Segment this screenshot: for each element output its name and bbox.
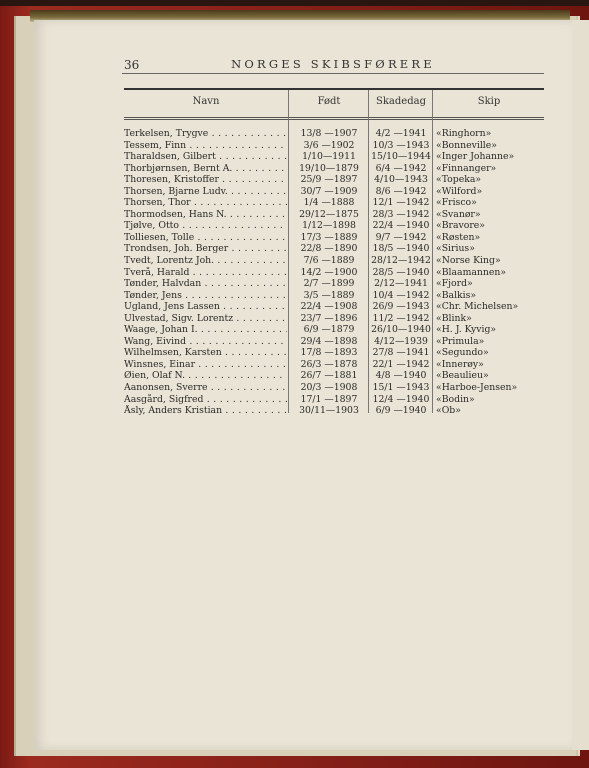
- died-cell: 10/4 —1942: [372, 289, 430, 301]
- died-cell: 15/10—1944: [371, 151, 431, 163]
- name-cell: Tvedt, Lorentz Joh. . . .: [124, 255, 287, 267]
- table-row: [124, 140, 554, 152]
- table-row: [124, 359, 554, 371]
- name-cell: Waage, Johan I. . . .: [124, 324, 287, 336]
- name-cell: Trondsen, Joh. Berger . . .: [124, 243, 287, 255]
- table-row: [124, 394, 554, 406]
- died-cell: 18/5 —1940: [372, 243, 430, 255]
- name-cell: Thorsen, Thor . . .: [124, 197, 287, 209]
- name-cell: Thorbjørnsen, Bernt A. . . .: [124, 163, 287, 175]
- born-cell: 17/1 —1897: [300, 393, 358, 405]
- born-cell: 22/4 —1908: [300, 301, 358, 313]
- died-cell: 6/4 —1942: [375, 162, 427, 174]
- ship-cell: «Bodin»: [436, 393, 475, 405]
- born-cell: 30/7 —1909: [300, 185, 358, 197]
- table-row: [124, 313, 554, 325]
- born-cell: 1/10—1911: [302, 151, 356, 163]
- died-cell: 11/2 —1942: [372, 312, 430, 324]
- died-cell: 12/4 —1940: [372, 393, 430, 405]
- died-cell: 4/8 —1940: [375, 370, 427, 382]
- ship-cell: «Finnanger»: [436, 162, 497, 174]
- name-cell: Aasgård, Sigfred . . .: [124, 394, 287, 406]
- ship-cell: «Blink»: [436, 312, 472, 324]
- born-cell: 1/4 —1888: [303, 197, 355, 209]
- table-row: [124, 267, 554, 279]
- ship-cell: «Blaamannen»: [436, 266, 507, 278]
- name-cell: Winsnes, Einar . . .: [124, 359, 287, 371]
- died-cell: 28/12—1942: [371, 255, 431, 267]
- name-cell: Thorsen, Bjarne Ludv. . . .: [124, 186, 287, 198]
- died-cell: 10/3 —1943: [372, 139, 430, 151]
- born-cell: 6/9 —1879: [303, 324, 355, 336]
- table-row: [124, 151, 554, 163]
- table-row: [124, 174, 554, 186]
- table-row: [124, 255, 554, 267]
- ship-cell: «Harboe-Jensen»: [436, 382, 518, 394]
- ship-cell: «Norse King»: [436, 255, 501, 267]
- born-cell: 3/6 —1902: [303, 139, 355, 151]
- name-cell: Øien, Olaf N. . . .: [124, 370, 287, 382]
- ship-cell: «Wilford»: [436, 185, 483, 197]
- ship-cell: «Ringhorn»: [436, 128, 492, 139]
- ship-cell: «Ob»: [436, 405, 461, 417]
- column-header-name: Navn: [192, 96, 220, 107]
- ship-cell: «Topeka»: [436, 174, 482, 186]
- table-row: [124, 347, 554, 359]
- name-cell: Aanonsen, Sverre . . .: [124, 382, 287, 394]
- name-cell: Tverå, Harald . . .: [124, 267, 287, 279]
- died-cell: 27/8 —1941: [372, 347, 430, 359]
- born-cell: 30/11—1903: [299, 405, 359, 417]
- died-cell: 26/9 —1943: [372, 301, 430, 313]
- header-bottom-rule-double: [124, 119, 544, 120]
- name-cell: Ulvestad, Sigv. Lorentz . . .: [124, 313, 287, 325]
- name-cell: Wang, Eivind . . .: [124, 336, 287, 348]
- born-cell: 2/7 —1899: [303, 278, 355, 290]
- name-cell: Thormodsen, Hans N. . . .: [124, 209, 287, 221]
- table-row: [124, 163, 554, 175]
- ship-cell: «Chr. Michelsen»: [436, 301, 519, 313]
- page-number: 36: [124, 58, 140, 72]
- ship-cell: «Bonneville»: [436, 139, 497, 151]
- name-cell: Ugland, Jens Lassen . . .: [124, 301, 287, 313]
- name-cell: Tessem, Finn . . .: [124, 140, 287, 152]
- facing-page: [572, 20, 589, 750]
- ship-cell: «Primula»: [436, 335, 485, 347]
- name-cell: Tjølve, Otto . . .: [124, 220, 287, 232]
- born-cell: 1/12—1898: [302, 220, 356, 232]
- born-cell: 13/8 —1907: [300, 128, 358, 139]
- ship-cell: «Sirius»: [436, 243, 475, 255]
- ship-cell: «H. J. Kyvig»: [436, 324, 497, 336]
- table-row: [124, 220, 554, 232]
- header-rule: [122, 73, 544, 74]
- ship-cell: «Balkis»: [436, 289, 477, 301]
- born-cell: 14/2 —1900: [300, 266, 358, 278]
- died-cell: 2/12—1941: [374, 278, 428, 290]
- died-cell: 26/10—1940: [371, 324, 431, 336]
- ship-cell: «Beaulieu»: [436, 370, 489, 382]
- born-cell: 29/12—1875: [299, 208, 359, 220]
- ship-cell: «Røsten»: [436, 231, 481, 243]
- table-row: [124, 209, 554, 221]
- table-row: [124, 336, 554, 348]
- born-cell: 22/8 —1890: [300, 243, 358, 255]
- name-cell: Tharaldsen, Gilbert . . .: [124, 151, 287, 163]
- column-header-born: Født: [317, 96, 341, 107]
- table-row: [124, 197, 554, 209]
- ship-cell: «Frisco»: [436, 197, 477, 209]
- header-bottom-rule: [124, 117, 544, 118]
- born-cell: 3/5 —1889: [303, 289, 355, 301]
- name-cell: Thoresen, Kristoffer . . .: [124, 174, 287, 186]
- ship-cell: «Innerøy»: [436, 358, 484, 370]
- died-cell: 22/4 —1940: [372, 220, 430, 232]
- born-cell: 17/8 —1893: [300, 347, 358, 359]
- died-cell: 4/10—1943: [374, 174, 428, 186]
- table-row: [124, 324, 554, 336]
- column-header-ship: Skip: [477, 96, 501, 107]
- born-cell: 29/4 —1898: [300, 335, 358, 347]
- died-cell: 9/7 —1942: [375, 231, 427, 243]
- ship-cell: «Segundo»: [436, 347, 489, 359]
- born-cell: 26/7 —1881: [300, 370, 358, 382]
- table-row: [124, 405, 554, 417]
- born-cell: 17/3 —1889: [300, 231, 358, 243]
- table-row: [124, 382, 554, 394]
- table-row: [124, 186, 554, 198]
- died-cell: 28/5 —1940: [372, 266, 430, 278]
- ship-cell: «Bravore»: [436, 220, 485, 232]
- ship-cell: «Fjord»: [436, 278, 473, 290]
- born-cell: 25/9 —1897: [300, 174, 358, 186]
- column-header-died: Skadedag: [376, 96, 426, 107]
- name-cell: Tønder, Halvdan . . .: [124, 278, 287, 290]
- table-row: [124, 243, 554, 255]
- table-header: [124, 90, 544, 116]
- born-cell: 26/3 —1878: [300, 358, 358, 370]
- running-head: NORGES SKIBSFØRERE: [231, 57, 435, 71]
- table-body: [124, 128, 554, 417]
- table-row: [124, 232, 554, 244]
- ship-cell: «Inger Johanne»: [436, 151, 515, 163]
- table-row: [124, 290, 554, 302]
- died-cell: 8/6 —1942: [375, 185, 427, 197]
- died-cell: 22/1 —1942: [372, 358, 430, 370]
- died-cell: 15/1 —1943: [372, 382, 430, 394]
- name-cell: Terkelsen, Trygve . . .: [124, 128, 287, 140]
- ship-cell: «Svanør»: [436, 208, 481, 220]
- born-cell: 23/7 —1896: [300, 312, 358, 324]
- died-cell: 4/12—1939: [374, 335, 428, 347]
- name-cell: Åsly, Anders Kristian . . .: [124, 405, 287, 417]
- name-cell: Wilhelmsen, Karsten . . .: [124, 347, 287, 359]
- died-cell: 4/2 —1941: [375, 128, 427, 139]
- table-row: [124, 128, 554, 140]
- table-row: [124, 301, 554, 313]
- died-cell: 6/9 —1940: [375, 405, 427, 417]
- born-cell: 20/3 —1908: [300, 382, 358, 394]
- name-cell: Tolliesen, Tolle . . .: [124, 232, 287, 244]
- name-cell: Tønder, Jens . . .: [124, 290, 287, 302]
- born-cell: 19/10—1879: [299, 162, 359, 174]
- table-row: [124, 278, 554, 290]
- table-row: [124, 370, 554, 382]
- died-cell: 28/3 —1942: [372, 208, 430, 220]
- born-cell: 7/6 —1889: [303, 255, 355, 267]
- died-cell: 12/1 —1942: [372, 197, 430, 209]
